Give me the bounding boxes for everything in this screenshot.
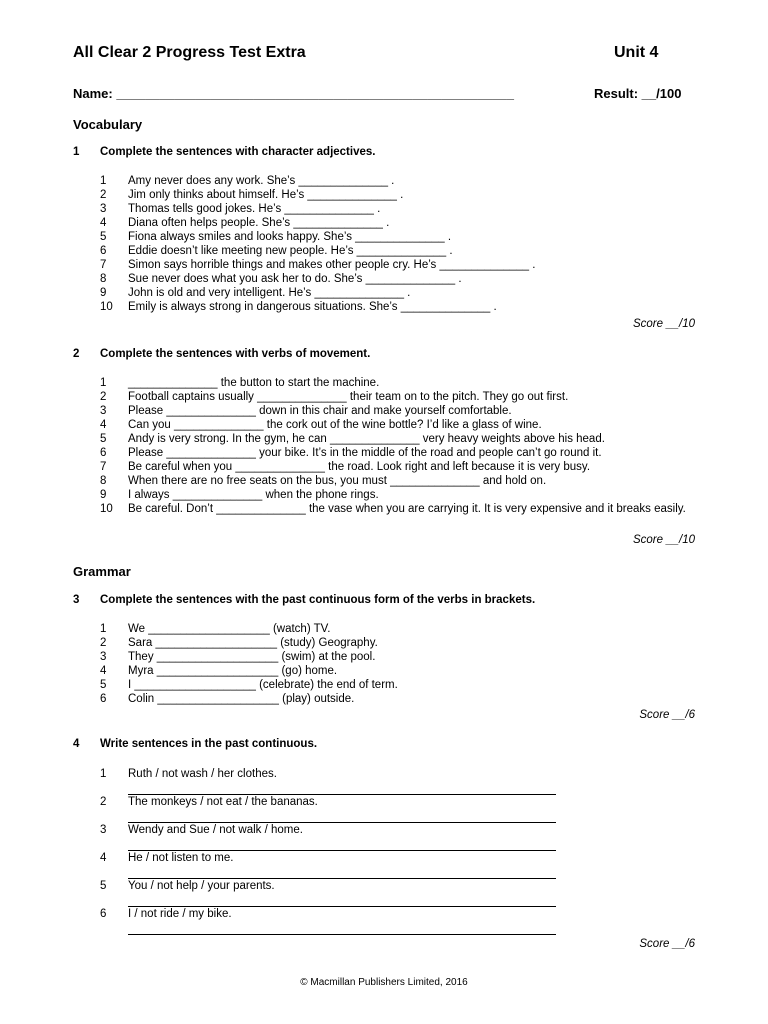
item-text: Sara ___________________ (study) Geography. <box>128 637 378 649</box>
item-text: Fiona always smiles and looks happy. She’s ______________ . <box>128 231 452 243</box>
exercise-item <box>100 244 690 258</box>
result-label: Result: __/100 <box>594 86 682 101</box>
exercise-item <box>100 488 690 502</box>
item-text: Wendy and Sue / not walk / home. <box>128 824 303 836</box>
item-text: Emily is always strong in dangerous situations. She’s ______________ . <box>128 301 497 313</box>
item-text: Eddie doesn’t like meeting new people. He’s ______________ . <box>128 245 453 257</box>
item-number: 5 <box>100 231 107 243</box>
item-text: Jim only thinks about himself. He’s ______________ . <box>128 189 404 201</box>
item-number: 6 <box>100 693 107 705</box>
item-number: 2 <box>100 796 107 808</box>
item-text: Sue never does what you ask her to do. She’s ______________ . <box>128 273 462 285</box>
item-number: 4 <box>100 217 107 229</box>
exercise-item <box>100 286 690 300</box>
item-number: 3 <box>100 405 107 417</box>
item-number: 1 <box>100 377 107 389</box>
exercise-2-score: Score __/10 <box>632 534 695 546</box>
item-number: 6 <box>100 447 107 459</box>
exercise-item <box>100 460 690 474</box>
grammar-heading: Grammar <box>73 564 131 579</box>
name-field-label: Name: _______________________________________________________ <box>73 86 514 101</box>
exercise-item <box>100 851 690 865</box>
item-number: 8 <box>100 273 107 285</box>
item-number: 10 <box>100 301 113 313</box>
item-number: 9 <box>100 489 107 501</box>
exercise-instruction: Complete the sentences with the past continuous form of the verbs in brackets. <box>100 594 536 606</box>
exercise-item <box>100 258 690 272</box>
item-number: 4 <box>100 419 107 431</box>
item-text: Amy never does any work. She’s ______________ . <box>128 175 395 187</box>
item-text: The monkeys / not eat / the bananas. <box>128 796 318 808</box>
exercise-item <box>100 502 690 516</box>
exercise-item <box>100 272 690 286</box>
exercise-item <box>100 795 690 809</box>
exercise-number: 2 <box>73 348 80 360</box>
exercise-item <box>100 446 690 460</box>
item-number: 7 <box>100 461 107 473</box>
exercise-instruction: Complete the sentences with character adjectives. <box>100 146 376 158</box>
item-number: 6 <box>100 908 107 920</box>
exercise-item <box>100 622 690 636</box>
exercise-item <box>100 216 690 230</box>
exercise-item <box>100 418 690 432</box>
exercise-item <box>100 202 690 216</box>
item-text: Can you ______________ the cork out of the wine bottle? I’d like a glass of wine. <box>128 419 542 431</box>
item-text: You / not help / your parents. <box>128 880 275 892</box>
item-text: I always ______________ when the phone rings. <box>128 489 379 501</box>
worksheet-title: All Clear 2 Progress Test Extra <box>73 44 306 61</box>
exercise-item <box>100 767 690 781</box>
item-text: ______________ the button to start the machine. <box>128 377 380 389</box>
item-text: They ___________________ (swim) at the pool. <box>128 651 376 663</box>
exercise-instruction: Complete the sentences with verbs of movement. <box>100 348 371 360</box>
item-text: Be careful when you ______________ the road. Look right and left because it is very busy. <box>128 461 591 473</box>
item-number: 2 <box>100 189 107 201</box>
exercise-item <box>100 404 690 418</box>
item-number: 5 <box>100 880 107 892</box>
vocabulary-heading: Vocabulary <box>73 117 143 132</box>
item-text: Myra ___________________ (go) home. <box>128 665 338 677</box>
exercise-1-score: Score __/10 <box>632 318 695 330</box>
exercise-item <box>100 474 690 488</box>
item-text: John is old and very intelligent. He’s ______________ . <box>128 287 411 299</box>
item-number: 4 <box>100 665 107 677</box>
item-text: I ___________________ (celebrate) the end of term. <box>128 679 398 691</box>
exercise-item <box>100 879 690 893</box>
exercise-item <box>100 390 690 404</box>
exercise-item <box>100 650 690 664</box>
item-text: Thomas tells good jokes. He’s ______________ . <box>128 203 381 215</box>
exercise-item <box>100 376 690 390</box>
item-number: 1 <box>100 623 107 635</box>
exercise-item <box>100 678 690 692</box>
exercise-item <box>100 692 690 706</box>
item-text: Colin ___________________ (play) outside. <box>128 693 355 705</box>
item-text: I / not ride / my bike. <box>128 908 232 920</box>
item-text: Diana often helps people. She’s ______________ . <box>128 217 390 229</box>
exercise-item <box>100 907 690 921</box>
unit-label: Unit 4 <box>614 44 659 61</box>
exercise-item <box>100 823 690 837</box>
item-text: He / not listen to me. <box>128 852 234 864</box>
exercise-item <box>100 636 690 650</box>
item-number: 3 <box>100 651 107 663</box>
item-number: 8 <box>100 475 107 487</box>
exercise-item <box>100 188 690 202</box>
item-text: Simon says horrible things and makes other people cry. He’s ______________ . <box>128 259 536 271</box>
item-text: Be careful. Don’t ______________ the vase when you are carrying it. It is very expensive and it breaks easily. <box>128 503 686 515</box>
item-number: 5 <box>100 679 107 691</box>
item-number: 7 <box>100 259 107 271</box>
item-text: Ruth / not wash / her clothes. <box>128 768 277 780</box>
item-number: 4 <box>100 852 107 864</box>
exercise-item <box>100 230 690 244</box>
item-number: 6 <box>100 245 107 257</box>
item-number: 2 <box>100 637 107 649</box>
item-number: 2 <box>100 391 107 403</box>
exercise-number: 3 <box>73 594 80 606</box>
item-number: 3 <box>100 203 107 215</box>
exercise-item <box>100 664 690 678</box>
item-text: Please ______________ your bike. It’s in the middle of the road and people can’t go round it. <box>128 447 602 459</box>
exercise-item <box>100 432 690 446</box>
item-number: 9 <box>100 287 107 299</box>
item-text: Please ______________ down in this chair and make yourself comfortable. <box>128 405 512 417</box>
copyright-footer: © Macmillan Publishers Limited, 2016 <box>300 977 468 988</box>
exercise-item <box>100 300 690 314</box>
item-text: We ___________________ (watch) TV. <box>128 623 331 635</box>
item-text: Football captains usually ______________ their team on to the pitch. They go out first. <box>128 391 569 403</box>
answer-line[interactable] <box>128 934 556 935</box>
exercise-number: 1 <box>73 146 80 158</box>
exercise-instruction: Write sentences in the past continuous. <box>100 738 318 750</box>
exercise-3-score: Score __/6 <box>639 709 695 721</box>
item-number: 10 <box>100 503 113 515</box>
item-text: When there are no free seats on the bus, you must ______________ and hold on. <box>128 475 547 487</box>
exercise-4-score: Score __/6 <box>639 938 695 950</box>
exercise-number: 4 <box>73 738 80 750</box>
exercise-item <box>100 174 690 188</box>
item-number: 3 <box>100 824 107 836</box>
item-number: 5 <box>100 433 107 445</box>
item-number: 1 <box>100 768 107 780</box>
item-number: 1 <box>100 175 107 187</box>
item-text: Andy is very strong. In the gym, he can ______________ very heavy weights above his head. <box>128 433 605 445</box>
